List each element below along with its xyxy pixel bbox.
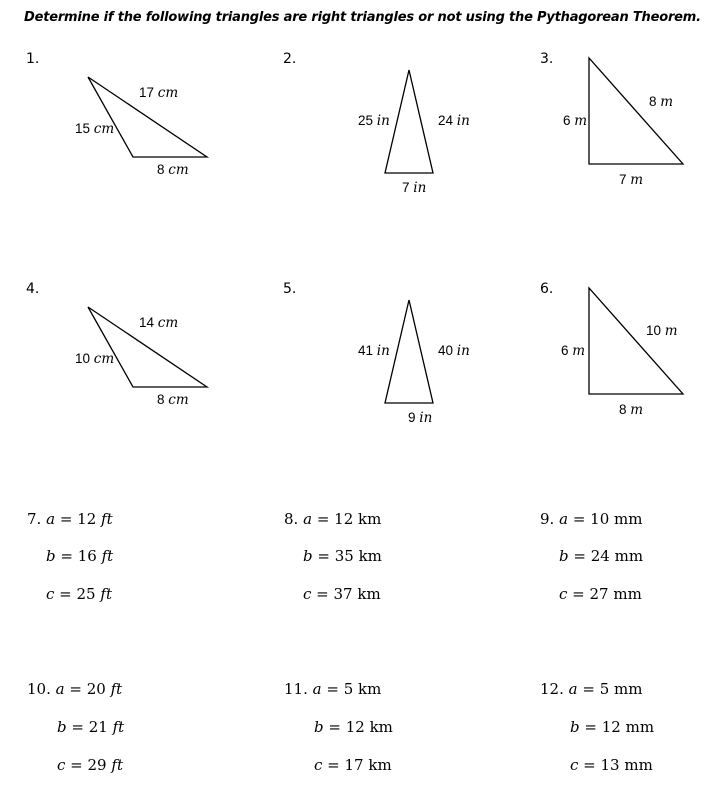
problem-number: 3.	[540, 51, 554, 67]
problem-9-a: 9. a = 10 mm	[540, 510, 643, 528]
side-label-base: 7 m	[619, 172, 644, 188]
problem-7-a: 7. a = 12 ft	[27, 510, 113, 528]
side-label-left: 10 cm	[75, 351, 115, 367]
side-label-base: 8 m	[619, 402, 644, 418]
side-label-hypotenuse: 10 m	[646, 323, 678, 339]
problem-10-b: b = 21 ft	[57, 718, 125, 736]
side-label-left: 41 in	[358, 343, 390, 359]
problem-7-c: c = 25 ft	[46, 585, 112, 603]
problem-12-a: 12. a = 5 mm	[540, 680, 643, 698]
side-label-right: 40 in	[438, 343, 470, 359]
side-label-hypotenuse: 8 m	[649, 94, 674, 110]
problem-7-b: b = 16 ft	[46, 547, 114, 565]
problem-8-b: b = 35 km	[303, 547, 382, 565]
instructions: Determine if the following triangles are right triangles or not using the Pythagorean Theorem.	[24, 10, 701, 25]
side-label-base: 8 cm	[157, 392, 189, 408]
side-label-left: 6 m	[563, 113, 588, 129]
problem-12-c: c = 13 mm	[570, 756, 653, 774]
triangle-5	[385, 300, 433, 403]
problem-11-a: 11. a = 5 km	[284, 680, 382, 698]
problem-number: 6.	[540, 281, 554, 297]
problem-9-c: c = 27 mm	[559, 585, 642, 603]
problem-number: 4.	[26, 281, 40, 297]
problem-8-c: c = 37 km	[303, 585, 381, 603]
problem-12-b: b = 12 mm	[570, 718, 655, 736]
problem-11-b: b = 12 km	[314, 718, 393, 736]
problem-number: 2.	[283, 51, 297, 67]
triangle-3	[589, 58, 683, 164]
problem-11-c: c = 17 km	[314, 756, 392, 774]
side-label-base: 8 cm	[157, 162, 189, 178]
side-label-left: 15 cm	[75, 121, 115, 137]
side-label-base: 9 in	[408, 410, 433, 426]
side-label-left: 6 m	[561, 343, 586, 359]
side-label-hypotenuse: 14 cm	[139, 315, 179, 331]
problem-number: 5.	[283, 281, 297, 297]
side-label-left: 25 in	[358, 113, 390, 129]
problem-9-b: b = 24 mm	[559, 547, 644, 565]
problem-10-a: 10. a = 20 ft	[27, 680, 123, 698]
side-label-base: 7 in	[402, 180, 427, 196]
triangle-2	[385, 70, 433, 173]
side-label-hypotenuse: 17 cm	[139, 85, 179, 101]
problem-10-c: c = 29 ft	[57, 756, 123, 774]
problem-number: 1.	[26, 51, 40, 67]
problem-8-a: 8. a = 12 km	[284, 510, 382, 528]
triangle-6	[589, 288, 683, 394]
side-label-right: 24 in	[438, 113, 470, 129]
